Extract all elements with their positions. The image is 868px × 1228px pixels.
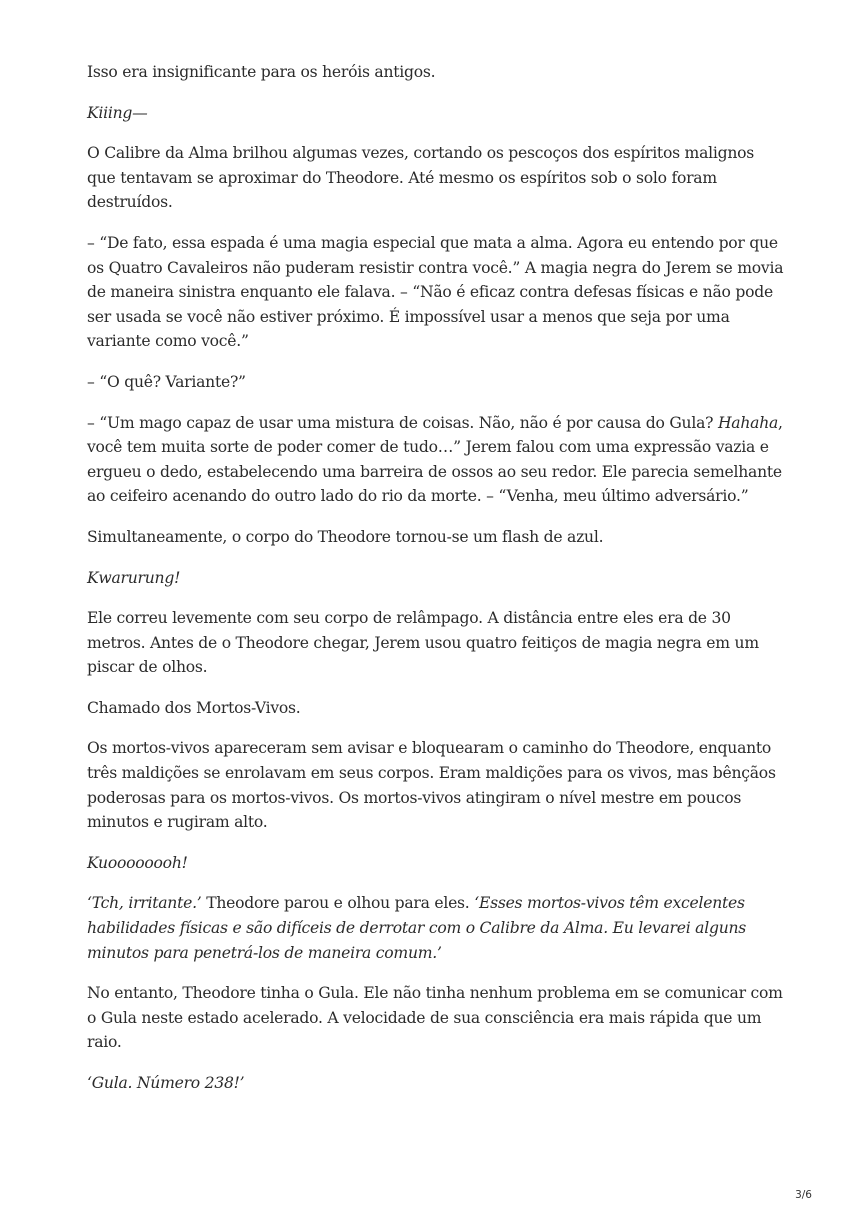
paragraph-5: – “O quê? Variante?” <box>87 372 246 391</box>
sound-effect-kwarurung: Kwarurung! <box>87 568 181 587</box>
paragraph-6 <box>87 411 787 509</box>
paragraph-14: No entanto, Theodore tinha o Gula. Ele não tinha nenhum problema em se comunicar com o Gula neste estado acelerado. A velocidade de sua consciência era mais rápida que um raio. <box>87 984 783 1052</box>
paragraph-10: Chamado dos Mortos-Vivos. <box>87 698 301 717</box>
paragraph-13-mid: Theodore parou e olhou para eles. <box>201 894 475 913</box>
thought-mortos-vivos: ‘Esses mortos-vivos têm excelentes habilidades físicas e são difíceis de derrotar com o Calibre da Alma. Eu levarei alguns minutos para penetrá-los de maneira comum.’ <box>87 894 747 962</box>
paragraph-6-part-b: , você tem muita sorte de poder comer de tudo…” Jerem falou com uma expressão vazia e ergueu o dedo, estabelecendo uma barreira de ossos ao seu redor. Ele parecia semelhante ao ceifeiro acenando do outro lado do rio da morte. – “Venha, meu último adversário.” <box>87 413 783 506</box>
page-number: 3/6 <box>795 1189 812 1201</box>
sound-effect-kiiing: Kiiing— <box>87 103 148 122</box>
thought-tch: ‘Tch, irritante.’ <box>87 894 202 913</box>
paragraph-13 <box>87 891 787 965</box>
laugh-hahaha: Hahaha <box>717 413 779 432</box>
paragraph-7: Simultaneamente, o corpo do Theodore tornou-se um flash de azul. <box>87 527 604 546</box>
paragraph-9: Ele correu levemente com seu corpo de relâmpago. A distância entre eles era de 30 metros. Antes de o Theodore chegar, Jerem usou quatro feitiços de magia negra em um piscar de olhos. <box>87 609 759 677</box>
paragraph-1: Isso era insignificante para os heróis antigos. <box>87 63 436 81</box>
paragraph-6-part-a: – “Um mago capaz de usar uma mistura de coisas. Não, não é por causa do Gula? <box>87 413 718 432</box>
paragraph-15: ‘Gula. Número 238!’ <box>87 1074 245 1092</box>
paragraph-11: Os mortos-vivos apareceram sem avisar e bloquearam o caminho do Theodore, enquanto três maldições se enrolavam em seus corpos. Eram maldições para os vivos, mas bênçãos poderosas para os mortos-vivos. Os mortos-vivos atingiram o nível mestre em poucos minutos e rugiram alto. <box>87 739 776 832</box>
sound-effect-kuooooh: Kuoooooooh! <box>87 853 188 872</box>
paragraph-3: O Calibre da Alma brilhou algumas vezes, cortando os pescoços dos espíritos malignos que tentavam se aproximar do Theodore. Até mesmo os espíritos sob o solo foram destruídos. <box>87 144 755 212</box>
paragraph-4: – “De fato, essa espada é uma magia especial que mata a alma. Agora eu entendo por que os Quatro Cavaleiros não puderam resistir contra você.” A magia negra do Jerem se movia de maneira sinistra enquanto ele falava. – “Não é eficaz contra defesas físicas e não pode ser usada se você não estiver próximo. É impossível usar a menos que seja por uma variante como você.” <box>87 233 784 351</box>
document-body <box>87 60 787 1112</box>
